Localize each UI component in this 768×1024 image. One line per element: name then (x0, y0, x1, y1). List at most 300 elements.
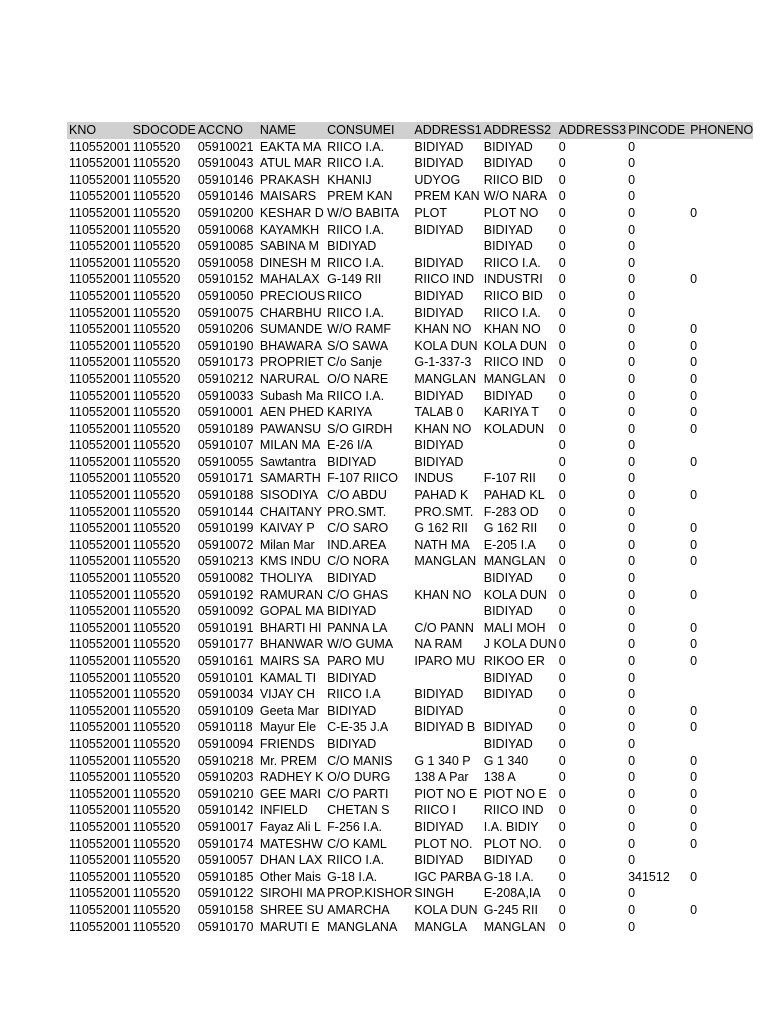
table-cell[interactable]: 110552001 (69, 554, 131, 569)
table-cell[interactable]: 0 (558, 886, 566, 901)
table-cell[interactable]: 0 (628, 803, 636, 818)
table-cell[interactable]: 1105520 (132, 405, 181, 420)
table-cell[interactable]: RIICO I.A (327, 687, 381, 702)
table-cell[interactable]: 1105520 (132, 438, 181, 453)
table-cell[interactable]: 1105520 (132, 239, 181, 254)
table-cell[interactable] (688, 255, 753, 272)
table-cell[interactable]: 0 (628, 272, 636, 287)
table-cell[interactable]: 1105520 (132, 355, 181, 370)
table-cell[interactable]: MANGLAN (483, 554, 546, 569)
table-cell[interactable]: TALAB 0 (414, 405, 464, 420)
table-cell[interactable]: G-1-337-3 (414, 355, 472, 370)
table-cell[interactable]: 110552001 (69, 322, 131, 337)
table-cell[interactable]: 110552001 (69, 803, 131, 818)
table-cell[interactable]: BIDIYAD (414, 156, 464, 171)
table-cell[interactable]: 0 (628, 322, 636, 337)
table-cell[interactable]: Milan Mar (259, 537, 315, 552)
table-cell[interactable]: 0 (558, 421, 566, 436)
table-cell[interactable]: 1105520 (132, 604, 181, 619)
table-cell[interactable]: BIDIYAD (483, 239, 533, 254)
table-cell[interactable]: 110552001 (69, 272, 131, 287)
table-cell[interactable]: E-205 I.A (483, 537, 536, 552)
table-cell[interactable]: 0 (628, 388, 636, 403)
table-cell[interactable]: KOLA DUN (483, 338, 547, 353)
table-cell[interactable]: C/O NORA (327, 554, 389, 569)
table-cell[interactable]: 0 (558, 587, 566, 602)
table-cell[interactable]: SHREE SU (259, 902, 324, 917)
table-cell[interactable]: RIICO I (414, 803, 457, 818)
table-cell[interactable]: 05910057 (197, 853, 254, 868)
table-cell[interactable]: BHAWARA (259, 338, 323, 353)
table-cell[interactable]: 0 (628, 156, 636, 171)
table-cell[interactable]: C/O MANIS (327, 753, 393, 768)
table-cell[interactable]: 110552001 (69, 786, 131, 801)
table-cell[interactable]: C/o Sanje (327, 355, 383, 370)
table-cell[interactable]: BIDIYAD (414, 288, 464, 303)
table-cell[interactable]: 0 (558, 288, 566, 303)
table-cell[interactable]: 0 (628, 637, 636, 652)
table-cell[interactable]: C/O KAML (327, 836, 387, 851)
table-cell[interactable]: 0 (690, 322, 698, 337)
table-cell[interactable]: 110552001 (69, 371, 131, 386)
table-cell[interactable]: 05910001 (197, 405, 254, 420)
column-header[interactable]: ADDRESS1 (414, 123, 482, 137)
table-cell[interactable]: 110552001 (69, 687, 131, 702)
table-cell[interactable]: 0 (558, 205, 566, 220)
table-cell[interactable]: 0 (690, 770, 698, 785)
table-cell[interactable]: 0 (628, 504, 636, 519)
table-cell[interactable]: 05910146 (197, 189, 254, 204)
table-cell[interactable]: BIDIYAD (483, 720, 533, 735)
table-cell[interactable]: 0 (558, 786, 566, 801)
table-cell[interactable]: Mr. PREM (259, 753, 317, 768)
table-cell[interactable]: RIICO IND (483, 803, 544, 818)
table-cell[interactable]: BHARTI HI (259, 620, 322, 635)
table-cell[interactable]: 138 A Par (414, 770, 469, 785)
table-cell[interactable]: BIDIYAD (327, 454, 377, 469)
table-cell[interactable]: 0 (628, 255, 636, 270)
table-cell[interactable]: 0 (690, 620, 698, 635)
table-cell[interactable]: BIDIYAD (414, 388, 464, 403)
table-cell[interactable]: 05910213 (197, 554, 254, 569)
table-cell[interactable]: BIDIYAD (483, 736, 533, 751)
table-cell[interactable]: 0 (628, 819, 636, 834)
table-cell[interactable]: EAKTA MA (259, 139, 322, 154)
table-cell[interactable]: 110552001 (69, 421, 131, 436)
table-cell[interactable]: S/O SAWA (327, 338, 389, 353)
table-cell[interactable]: 0 (690, 338, 698, 353)
table-cell[interactable]: 110552001 (69, 156, 131, 171)
table-cell[interactable]: 341512 (628, 869, 670, 884)
table-cell[interactable]: RIICO IND (483, 355, 544, 370)
table-cell[interactable] (688, 139, 753, 156)
table-cell[interactable]: MANGLAN (483, 371, 546, 386)
table-cell[interactable]: 0 (628, 421, 636, 436)
table-cell[interactable]: 1105520 (132, 853, 181, 868)
table-cell[interactable]: W/O NARA (483, 189, 547, 204)
table-cell[interactable]: 1105520 (132, 156, 181, 171)
table-cell[interactable]: 05910021 (197, 139, 254, 154)
table-cell[interactable]: 0 (558, 753, 566, 768)
table-cell[interactable]: 1105520 (132, 537, 181, 552)
table-cell[interactable]: 0 (558, 703, 566, 718)
table-cell[interactable] (688, 238, 753, 255)
table-cell[interactable]: KOLADUN (483, 421, 545, 436)
table-cell[interactable]: 1105520 (132, 703, 181, 718)
table-cell[interactable]: 110552001 (69, 239, 131, 254)
table-cell[interactable]: MANGLAN (414, 371, 477, 386)
table-cell[interactable]: 1105520 (132, 554, 181, 569)
table-cell[interactable]: PROPRIET (259, 355, 324, 370)
table-cell[interactable]: PAHAD K (414, 488, 469, 503)
table-cell[interactable]: 0 (558, 637, 566, 652)
table-cell[interactable]: BIDIYAD (414, 703, 464, 718)
table-cell[interactable]: 1105520 (132, 786, 181, 801)
table-cell[interactable]: 110552001 (69, 670, 131, 685)
table-cell[interactable]: G-149 RII (327, 272, 382, 287)
table-cell[interactable]: 05910142 (197, 803, 254, 818)
table-cell[interactable]: 110552001 (69, 521, 131, 536)
column-header[interactable]: ACCNO (196, 122, 258, 139)
table-cell[interactable]: 0 (690, 720, 698, 735)
table-cell[interactable]: 110552001 (69, 205, 131, 220)
table-cell[interactable]: CHARBHU (259, 305, 322, 320)
table-cell[interactable]: PRO.SMT. (414, 504, 474, 519)
table-cell[interactable]: 05910188 (197, 488, 254, 503)
table-cell[interactable]: 05910075 (197, 305, 254, 320)
table-cell[interactable]: 0 (558, 836, 566, 851)
table-cell[interactable]: G 1 340 (483, 753, 529, 768)
table-cell[interactable]: MALI MOH (483, 620, 546, 635)
table-cell[interactable]: 0 (558, 654, 566, 668)
table-cell[interactable]: 05910203 (197, 770, 254, 785)
table-cell[interactable]: 05910206 (197, 322, 254, 337)
table-cell[interactable]: 110552001 (69, 654, 131, 668)
table-cell[interactable]: FRIENDS (259, 736, 315, 751)
table-cell[interactable]: 110552001 (69, 388, 131, 403)
table-cell[interactable]: 1105520 (132, 305, 181, 320)
table-cell[interactable]: MANGLAN (483, 919, 546, 934)
table-cell[interactable]: PAHAD KL (483, 488, 545, 503)
table-cell[interactable]: 0 (628, 919, 636, 934)
table-cell[interactable]: THOLIYA (259, 571, 313, 586)
table-cell[interactable]: 05910177 (197, 637, 254, 652)
table-cell[interactable]: 0 (558, 156, 566, 171)
table-cell[interactable]: 110552001 (69, 886, 131, 901)
table-cell[interactable]: 110552001 (69, 438, 131, 453)
table-cell[interactable]: 05910170 (197, 919, 254, 934)
table-cell[interactable]: 110552001 (69, 853, 131, 868)
column-header[interactable]: ADDRESS2 (482, 122, 557, 139)
table-cell[interactable]: BIDIYAD (483, 222, 533, 237)
table-cell[interactable] (688, 670, 753, 687)
table-cell[interactable]: 05910055 (197, 454, 254, 469)
table-cell[interactable]: SAMARTH (259, 471, 321, 486)
table-cell[interactable]: SABINA M (259, 239, 319, 254)
table-cell[interactable]: 1105520 (132, 736, 181, 751)
table-cell[interactable]: PIOT NO E (414, 786, 478, 801)
table-cell[interactable]: G 162 RII (414, 521, 468, 536)
table-cell[interactable]: 05910158 (197, 902, 254, 917)
table-cell[interactable]: 0 (558, 322, 566, 337)
table-cell[interactable]: NATH MA (414, 537, 470, 552)
table-cell[interactable]: 0 (690, 388, 698, 403)
table-cell[interactable]: 0 (558, 770, 566, 785)
table-cell[interactable]: BIDIYAD (327, 670, 377, 685)
column-header[interactable]: ADDRESS3 (558, 123, 627, 137)
table-cell[interactable]: NA RAM (414, 637, 463, 652)
table-cell[interactable]: RIICO I.A. (483, 255, 541, 270)
table-cell[interactable] (688, 172, 753, 189)
table-cell[interactable]: 05910034 (197, 687, 254, 702)
table-cell[interactable]: 0 (558, 687, 566, 702)
table-cell[interactable]: 05910210 (197, 786, 254, 801)
table-cell[interactable]: 0 (628, 620, 636, 635)
table-cell[interactable]: 1105520 (132, 654, 181, 668)
table-cell[interactable]: 05910189 (197, 421, 254, 436)
table-cell[interactable]: SINGH (414, 886, 454, 901)
table-cell[interactable]: 05910161 (197, 654, 254, 668)
table-cell[interactable]: 1105520 (132, 521, 181, 536)
table-cell[interactable]: 1105520 (132, 488, 181, 503)
table-cell[interactable]: INFIELD (259, 803, 308, 818)
table-cell[interactable]: S/O GIRDH (327, 421, 393, 436)
table-cell[interactable]: 110552001 (69, 222, 131, 237)
table-cell[interactable]: 05910146 (197, 172, 254, 187)
table-cell[interactable]: 0 (628, 753, 636, 768)
table-cell[interactable]: AEN PHED (259, 405, 324, 420)
table-cell[interactable]: 1105520 (132, 803, 181, 818)
table-cell[interactable]: 0 (628, 587, 636, 602)
table-cell[interactable] (688, 570, 753, 587)
table-cell[interactable]: 110552001 (69, 537, 131, 552)
table-cell[interactable]: 0 (628, 604, 636, 619)
table-cell[interactable]: 110552001 (69, 338, 131, 353)
table-cell[interactable]: 05910043 (197, 156, 254, 171)
table-cell[interactable]: DINESH M (259, 255, 321, 270)
table-cell[interactable]: 110552001 (69, 819, 131, 834)
table-cell[interactable]: F-283 OD (483, 504, 539, 519)
table-cell[interactable]: BIDIYAD (414, 139, 464, 154)
table-cell[interactable]: BIDIYAD (414, 305, 464, 320)
table-cell[interactable]: 110552001 (69, 703, 131, 718)
table-cell[interactable]: 0 (558, 139, 566, 154)
table-cell[interactable]: PRAKASH (259, 172, 320, 187)
table-cell[interactable]: CHAITANY (259, 504, 323, 519)
table-cell[interactable]: C/O ABDU (327, 488, 387, 503)
table-cell[interactable]: IGC PARBA (414, 869, 482, 884)
table-cell[interactable]: I.A. BIDIY (483, 819, 539, 834)
table-cell[interactable]: RIICO BID (483, 172, 543, 187)
table-cell[interactable]: 0 (558, 902, 566, 917)
table-cell[interactable]: 05910017 (197, 819, 254, 834)
table-cell[interactable]: 1105520 (132, 388, 181, 403)
table-cell[interactable]: KARIYA (327, 405, 373, 420)
table-cell[interactable]: 138 A (483, 770, 516, 785)
table-cell[interactable]: 110552001 (69, 720, 131, 735)
table-cell[interactable]: 0 (628, 488, 636, 503)
table-cell[interactable]: 05910118 (197, 720, 253, 735)
table-cell[interactable]: 1105520 (132, 255, 181, 270)
table-cell[interactable] (688, 305, 753, 322)
table-cell[interactable]: 0 (558, 471, 566, 486)
table-cell[interactable]: F-256 I.A. (327, 819, 383, 834)
table-cell[interactable]: PLOT (414, 205, 448, 220)
table-cell[interactable]: G-18 I.A. (483, 869, 534, 884)
table-cell[interactable] (688, 686, 753, 703)
table-cell[interactable]: KHAN NO (414, 421, 472, 436)
table-cell[interactable]: RIICO I.A. (327, 255, 385, 270)
table-cell[interactable]: 110552001 (69, 770, 131, 785)
table-cell[interactable]: RIICO I.A. (327, 305, 385, 320)
table-cell[interactable] (482, 454, 557, 471)
table-cell[interactable]: 0 (628, 902, 636, 917)
table-cell[interactable]: 0 (558, 620, 566, 635)
table-cell[interactable]: 05910200 (197, 205, 254, 220)
table-cell[interactable]: 0 (628, 720, 636, 735)
table-cell[interactable]: SISODIYA (259, 488, 318, 503)
table-cell[interactable]: 110552001 (69, 305, 131, 320)
table-cell[interactable]: 1105520 (132, 753, 181, 768)
table-cell[interactable]: 05910212 (197, 371, 254, 386)
table-cell[interactable]: PARO MU (327, 654, 385, 668)
table-cell[interactable] (412, 603, 481, 620)
table-cell[interactable]: 0 (558, 919, 566, 934)
table-cell[interactable]: 05910152 (197, 272, 254, 287)
table-cell[interactable]: 1105520 (132, 222, 181, 237)
table-cell[interactable]: BIDIYAD (414, 438, 464, 453)
table-cell[interactable]: BIDIYAD (483, 604, 533, 619)
table-cell[interactable]: 0 (690, 355, 698, 370)
table-cell[interactable]: 110552001 (69, 405, 131, 420)
table-cell[interactable]: 110552001 (69, 471, 131, 486)
table-cell[interactable]: PREM KAN (327, 189, 393, 204)
table-cell[interactable]: 0 (628, 239, 636, 254)
table-cell[interactable]: 0 (628, 205, 636, 220)
table-cell[interactable]: RIICO I.A. (327, 139, 385, 154)
table-cell[interactable]: BIDIYAD B (414, 720, 476, 735)
table-cell[interactable]: BHANWAR (259, 637, 324, 652)
table-cell[interactable]: 0 (558, 454, 566, 469)
table-cell[interactable]: 0 (690, 637, 698, 652)
table-cell[interactable]: 05910185 (197, 869, 254, 884)
table-cell[interactable] (688, 188, 753, 205)
table-cell[interactable]: 1105520 (132, 587, 181, 602)
table-cell[interactable]: W/O GUMA (327, 637, 394, 652)
table-cell[interactable]: 1105520 (132, 886, 181, 901)
column-header[interactable]: SDOCODE (132, 123, 196, 137)
table-cell[interactable]: Other Mais (259, 869, 321, 884)
table-cell[interactable]: 0 (628, 305, 636, 320)
table-cell[interactable]: 110552001 (69, 587, 131, 602)
table-cell[interactable]: 0 (558, 371, 566, 386)
table-cell[interactable]: 1105520 (132, 919, 181, 934)
table-cell[interactable]: C/O PANN (414, 620, 474, 635)
table-cell[interactable]: MANGLA (414, 919, 468, 934)
table-cell[interactable]: 0 (628, 405, 636, 420)
table-cell[interactable]: 1105520 (132, 902, 181, 917)
table-cell[interactable]: BIDIYAD (414, 454, 464, 469)
table-cell[interactable]: 05910109 (197, 703, 254, 718)
table-cell[interactable]: 1105520 (132, 272, 181, 287)
table-cell[interactable]: 0 (690, 703, 698, 718)
table-cell[interactable]: 05910122 (197, 886, 254, 901)
table-cell[interactable]: 110552001 (69, 288, 131, 303)
table-cell[interactable]: 1105520 (132, 670, 181, 685)
table-cell[interactable]: 0 (558, 504, 566, 519)
table-cell[interactable]: KESHAR D (259, 205, 324, 220)
table-cell[interactable]: AMARCHA (327, 902, 390, 917)
table-cell[interactable]: 0 (690, 488, 698, 503)
table-cell[interactable]: G 1 340 P (414, 753, 471, 768)
table-cell[interactable] (482, 437, 557, 454)
table-cell[interactable]: 0 (628, 172, 636, 187)
table-cell[interactable] (688, 437, 753, 454)
table-cell[interactable]: 110552001 (69, 504, 131, 519)
table-cell[interactable]: 0 (628, 770, 636, 785)
table-cell[interactable]: BIDIYAD (327, 703, 377, 718)
table-cell[interactable]: 0 (690, 587, 698, 602)
table-cell[interactable]: KHAN NO (483, 322, 541, 337)
table-cell[interactable]: KOLA DUN (414, 338, 478, 353)
table-cell[interactable]: BIDIYAD (483, 388, 533, 403)
table-cell[interactable]: ATUL MAR (259, 156, 322, 171)
table-cell[interactable]: 0 (558, 338, 566, 353)
table-cell[interactable]: 05910050 (197, 288, 254, 303)
table-cell[interactable]: 0 (558, 405, 566, 420)
table-cell[interactable]: PREM KAN (414, 189, 480, 204)
table-cell[interactable]: 0 (628, 355, 636, 370)
table-cell[interactable]: 0 (690, 405, 698, 420)
table-cell[interactable]: BIDIYAD (483, 571, 533, 586)
table-cell[interactable]: RIICO I.A. (327, 388, 385, 403)
table-cell[interactable]: RAMURAN (259, 587, 324, 602)
table-cell[interactable]: F-107 RIICO (327, 471, 398, 486)
table-cell[interactable]: 05910082 (197, 571, 254, 586)
table-cell[interactable]: BIDIYAD (327, 571, 377, 586)
table-cell[interactable] (412, 736, 481, 753)
table-cell[interactable]: PLOT NO. (414, 836, 473, 851)
table-cell[interactable]: GOPAL MA (259, 604, 324, 619)
table-cell[interactable]: 110552001 (69, 189, 131, 204)
table-cell[interactable]: BIDIYAD (483, 670, 533, 685)
table-cell[interactable]: 1105520 (132, 338, 181, 353)
column-header[interactable]: KNO (67, 122, 131, 139)
table-cell[interactable]: PLOT NO. (483, 836, 542, 851)
table-cell[interactable]: 0 (690, 902, 698, 917)
table-cell[interactable]: Subash Ma (259, 388, 324, 403)
table-cell[interactable]: MANGLANA (327, 919, 398, 934)
table-cell[interactable]: 0 (690, 554, 698, 569)
table-cell[interactable]: 0 (628, 471, 636, 486)
table-cell[interactable]: 05910173 (197, 355, 254, 370)
table-cell[interactable]: Sawtantra (259, 454, 317, 469)
table-cell[interactable]: 1105520 (132, 720, 181, 735)
table-cell[interactable]: 0 (628, 222, 636, 237)
table-cell[interactable]: 0 (690, 786, 698, 801)
table-cell[interactable]: 0 (558, 604, 566, 619)
table-cell[interactable]: 05910085 (197, 239, 254, 254)
table-cell[interactable]: 0 (558, 305, 566, 320)
table-cell[interactable]: RIKOO ER (483, 654, 545, 668)
table-cell[interactable]: MILAN MA (259, 438, 321, 453)
table-cell[interactable]: 05910101 (197, 670, 254, 685)
table-cell[interactable]: 110552001 (69, 139, 131, 154)
table-cell[interactable]: 0 (558, 571, 566, 586)
table-cell[interactable]: 05910107 (197, 438, 254, 453)
table-cell[interactable]: 110552001 (69, 172, 131, 187)
table-cell[interactable]: 0 (558, 189, 566, 204)
